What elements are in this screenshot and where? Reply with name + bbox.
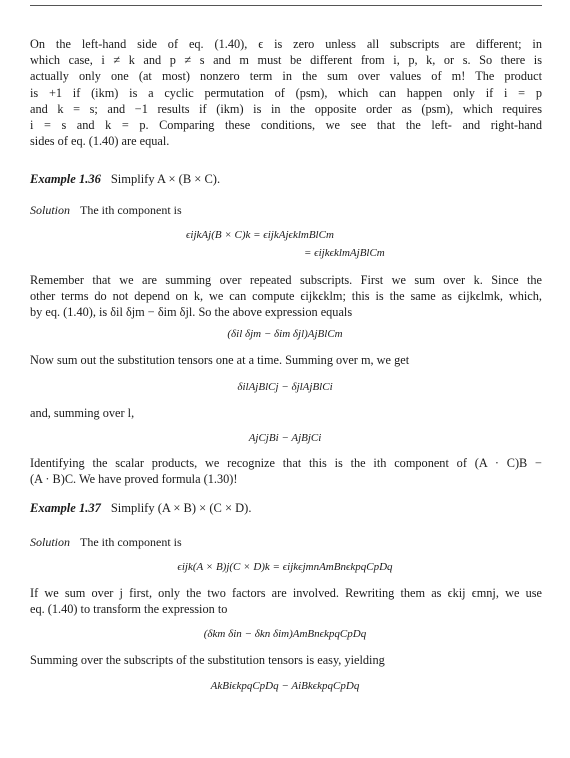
example-statement: Simplify (A × B) × (C × D). — [110, 501, 252, 515]
paragraph-summing-over-l — [30, 405, 542, 421]
equation-5: AjCjBi − AjBjCi — [248, 432, 322, 444]
solution-line-1-37 — [30, 535, 182, 550]
header-rule — [30, 5, 542, 6]
equation-4: δilAjBlCj − δjlAjBlCi — [237, 381, 333, 393]
equation-3: (δil δjm − δim δjl)AjBlCm — [227, 328, 343, 340]
equation-8: AkBiϵkpqCpDq − AiBkϵkpqCpDq — [210, 680, 360, 692]
text-line: (A · B)C. We have proved formula (1.30)! — [30, 472, 238, 487]
equation-7: (δkm δin − δkn δim)AmBnϵkpqCpDq — [203, 628, 367, 640]
solution-text: The ith component is — [80, 535, 182, 549]
text-line: Identifying the scalar products, we recognize that this is the ith component of (A · C)B − — [30, 456, 542, 470]
text-line: Summing over the subscripts of the substitution tensors is easy, yielding — [30, 653, 385, 667]
text-line: Remember that we are summing over repeated subscripts. First we sum over k. Since the — [30, 273, 542, 287]
example-statement: Simplify A × (B × C). — [110, 172, 221, 186]
paragraph-epsilon-argument — [30, 36, 542, 149]
example-heading-1-36 — [30, 172, 220, 187]
example-label: Example 1.37 — [30, 501, 101, 515]
paragraph-sum-substitution — [30, 352, 542, 368]
text-line: actually only one (at most) nonzero term in the sum over values of m! The product — [30, 69, 542, 84]
paragraph-sum-over-j — [30, 585, 542, 617]
solution-line-1-36 — [30, 203, 182, 218]
text-line: and k = s; and −1 results if (ikm) is in the opposite order as (psm), which requires — [30, 101, 542, 116]
equation-6: ϵijk(A × B)j(C × D)k = ϵijkϵjmnAmBnϵkpqCpDq — [177, 561, 393, 573]
text-line: which case, i ≠ k and p ≠ s and m must be different from i, p, k, or s. So there is — [30, 53, 542, 68]
text-line: If we sum over j first, only the two factors are involved. Rewriting them as ϵkij ϵmnj, we use — [30, 586, 542, 600]
solution-label: Solution — [30, 203, 71, 217]
text-line: and, summing over l, — [30, 406, 135, 420]
text-line: Now sum out the substitution tensors one at a time. Summing over m, we get — [30, 353, 410, 367]
paragraph-sum-over-k — [30, 272, 542, 321]
solution-label: Solution — [30, 535, 71, 549]
text-line: is +1 if (ikm) is a cyclic permutation of (psm), which can happen only if i = p — [30, 85, 542, 100]
text-line: by eq. (1.40), is δil δjm − δim δjl. So the above expression equals — [30, 305, 353, 320]
paragraph-summing-subscripts — [30, 652, 542, 668]
solution-text: The ith component is — [80, 203, 182, 217]
text-line: eq. (1.40) to transform the expression to — [30, 602, 228, 617]
paragraph-scalar-products — [30, 455, 542, 487]
example-label: Example 1.36 — [30, 172, 101, 186]
text-line: sides of eq. (1.40) are equal. — [30, 134, 170, 149]
text-line: i = s and k = p. Comparing these conditions, we see that the left- and right-hand — [30, 117, 542, 132]
text-line: On the left-hand side of eq. (1.40), ϵ is zero unless all subscripts are different; in — [30, 37, 542, 51]
equation-1: ϵijkAj(B × C)k = ϵijkAjϵklmBlCm — [186, 229, 334, 241]
example-heading-1-37 — [30, 501, 251, 516]
equation-2: = ϵijkϵklmAjBlCm — [304, 247, 385, 259]
text-line: other terms do not depend on k, we can compute ϵijkϵklm; this is the same as ϵijkϵlmk, which, — [30, 289, 542, 304]
